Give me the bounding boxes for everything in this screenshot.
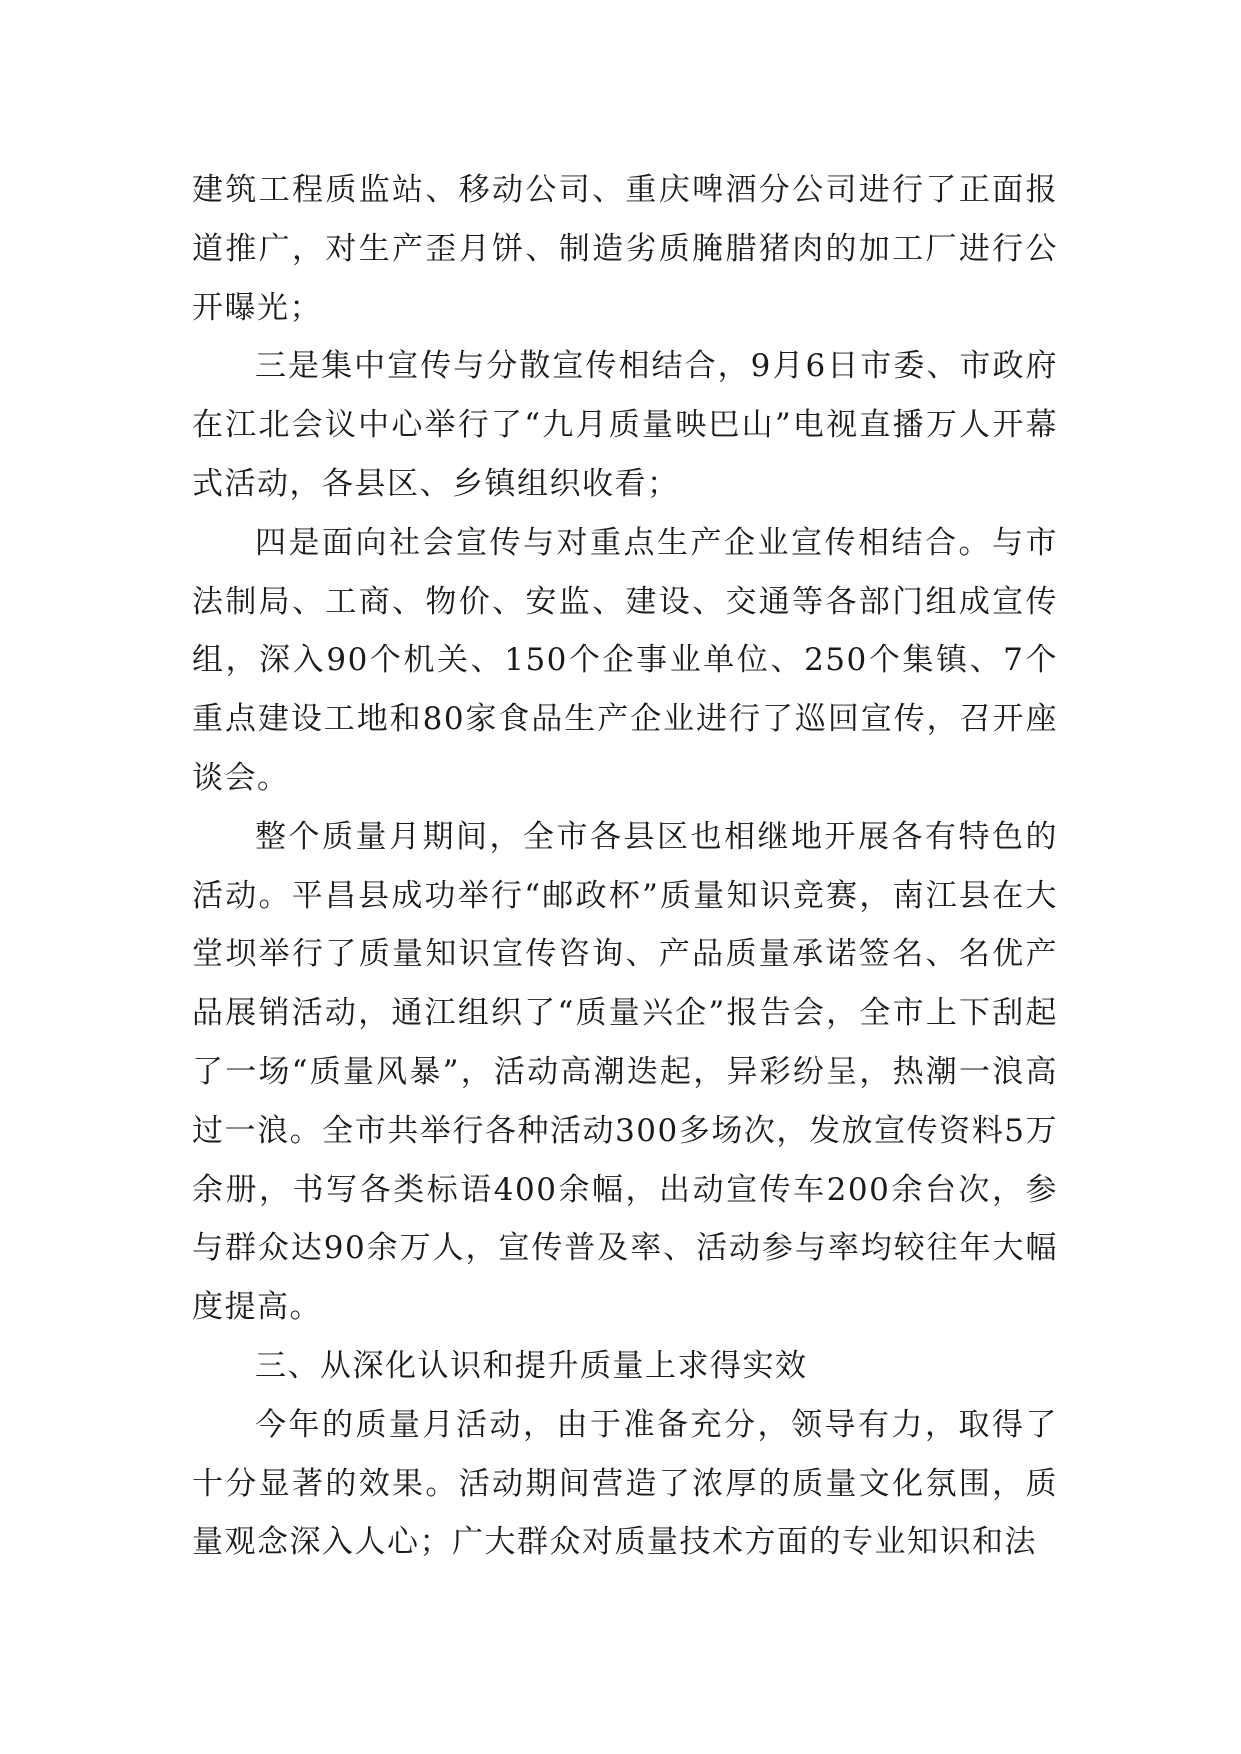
document-body: [192, 161, 1058, 1572]
section-heading-results: 三、从深化认识和提升质量上求得实效: [255, 1347, 808, 1384]
paragraph-quality-month-results: 今年的质量月活动，由于准备充分，领导有力，取得了十分显著的效果。活动期间营造了浓厚的质量文化氛围，质量观念深入人心；广大群众对质量技术方面的专业知识和法: [192, 1406, 1058, 1561]
paragraph-social-enterprise-publicity: 四是面向社会宣传与对重点生产企业宣传相结合。与市法制局、工商、物价、安监、建设、交通等各部门组成宣传组，深入90个机关、150个企事业单位、250个集镇、7个重点建设工地和80家食品生产企业进行了巡回宣传，召开座谈会。: [192, 524, 1058, 796]
paragraph-construction-promotion: 建筑工程质监站、移动公司、重庆啤酒分公司进行了正面报道推广，对生产歪月饼、制造劣质腌腊猪肉的加工厂进行公开曝光；: [192, 172, 1058, 326]
paragraph-county-activities: 整个质量月期间，全市各县区也相继地开展各有特色的活动。平昌县成功举行“邮政杯”质量知识竞赛，南江县在大堂坝举行了质量知识宣传咨询、产品质量承诺签名、名优产品展销活动，通江组织了“质量兴企”报告会，全市上下刮起了一场“质量风暴”，活动高潮迭起，异彩纷呈，热潮一浪高过一浪。全市共举行各种活动300多场次，发放宣传资料5万余册，书写各类标语400余幅，出动宣传车200余台次，参与群众达90余万人，宣传普及率、活动参与率均较往年大幅度提高。: [192, 818, 1058, 1326]
paragraph-centralized-publicity: 三是集中宣传与分散宣传相结合，9月6日市委、市政府在江北会议中心举行了“九月质量映巴山”电视直播万人开幕式活动，各县区、乡镇组织收看；: [192, 348, 1058, 502]
